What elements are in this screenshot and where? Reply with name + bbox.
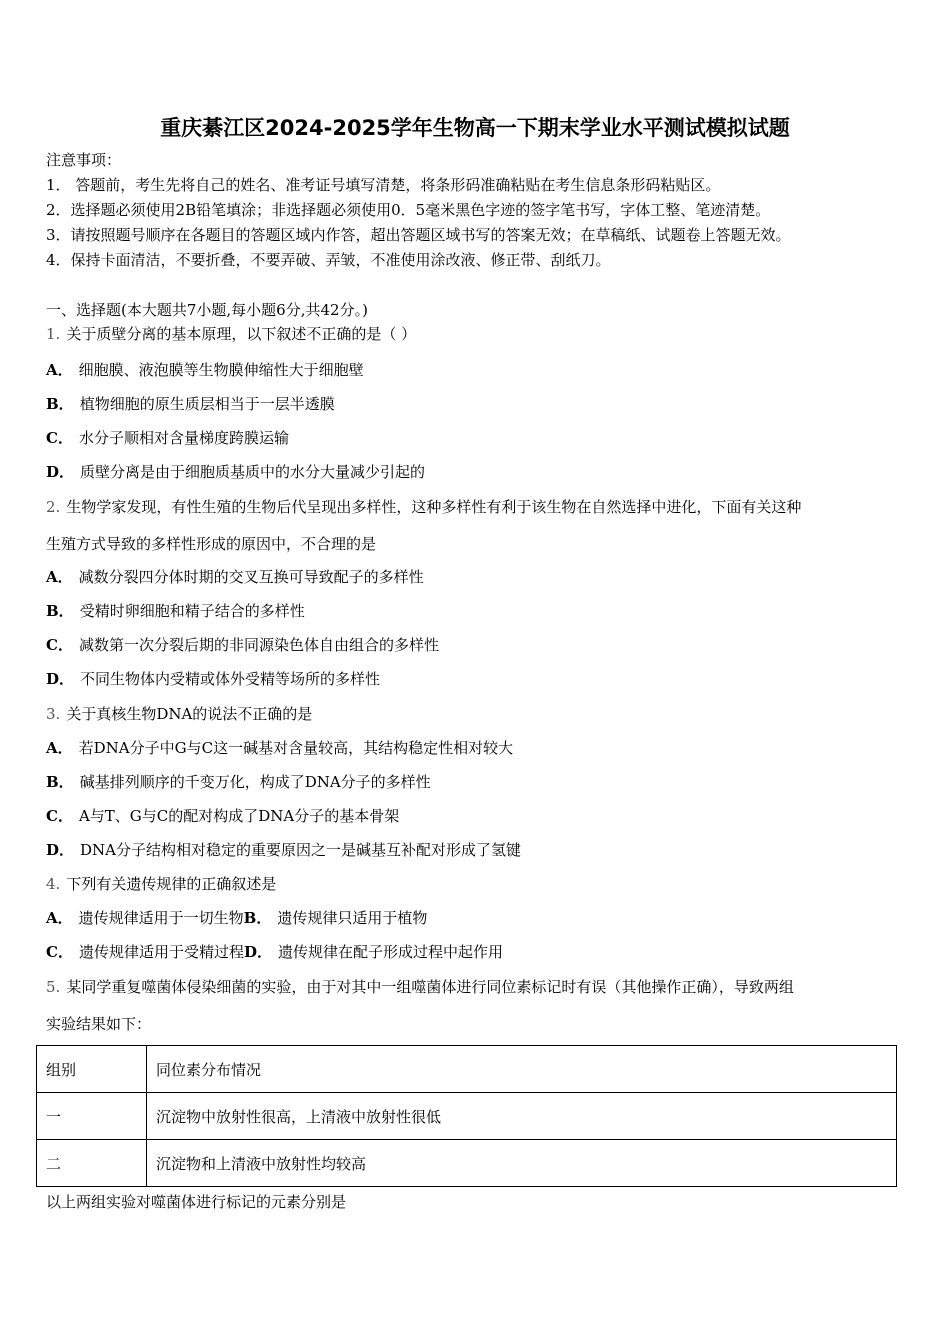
option-text: DNA分子结构相对稳定的重要原因之一是碱基互补配对形成了氢键 [80, 841, 522, 859]
option-text: 细胞膜、液泡膜等生物膜伸缩性大于细胞壁 [78, 361, 364, 379]
option-text: 遗传规律适用于受精过程 [78, 943, 244, 961]
notice-item: 1． 答题前，考生先将自己的姓名、准考证号填写清楚，将条形码准确粘贴在考生信息条形码粘贴区。 [46, 176, 721, 194]
question-text: 下列有关遗传规律的正确叙述是 [66, 875, 277, 893]
q2-option-a [46, 567, 424, 587]
table-cell: 沉淀物中放射性很高，上清液中放射性很低 [147, 1093, 897, 1140]
question-5-stem-cont: 实验结果如下： [46, 1015, 152, 1033]
q1-option-c [46, 428, 289, 448]
table-cell: 二 [37, 1140, 147, 1187]
option-label: B． [46, 602, 74, 620]
page-title: 重庆綦江区2024-2025学年生物高一下期末学业水平测试模拟试题 [160, 116, 790, 140]
option-text: 不同生物体内受精或体外受精等场所的多样性 [80, 670, 381, 688]
question-number: 1. [46, 325, 61, 343]
option-text: 减数第一次分裂后期的非同源染色体自由组合的多样性 [78, 636, 439, 654]
question-number: 5. [46, 978, 61, 996]
question-number: 2. [46, 498, 61, 516]
table-row [37, 1093, 897, 1140]
question-2-stem [46, 497, 801, 517]
option-label: B． [243, 909, 272, 927]
table-header-cell: 组别 [37, 1046, 147, 1093]
q3-option-d [46, 840, 521, 860]
q4-options-row-1 [46, 908, 427, 928]
option-label: C． [46, 636, 73, 654]
option-text: 若DNA分子中G与C这一碱基对含量较高，其结构稳定性相对较大 [78, 739, 514, 757]
question-number: 4. [46, 875, 61, 893]
section-heading: 一、选择题(本大题共7小题,每小题6分,共42分。) [46, 301, 368, 319]
q1-option-d [46, 462, 425, 482]
option-label: A． [46, 909, 73, 927]
q2-option-c [46, 635, 439, 655]
q4-options-row-2 [46, 942, 503, 962]
q1-option-a [46, 360, 364, 380]
option-text: 质壁分离是由于细胞质基质中的水分大量减少引起的 [80, 463, 426, 481]
question-4-stem [46, 874, 276, 894]
option-label: C． [46, 943, 73, 961]
option-label: A． [46, 739, 73, 757]
option-label: D． [46, 670, 75, 688]
q3-option-b [46, 772, 431, 792]
q2-option-d [46, 669, 380, 689]
option-text: 受精时卵细胞和精子结合的多样性 [79, 602, 305, 620]
option-label: C． [46, 429, 73, 447]
option-text: 遗传规律适用于一切生物 [78, 909, 244, 927]
q1-option-b [46, 394, 335, 414]
option-text: 遗传规律只适用于植物 [277, 909, 428, 927]
option-label: D． [243, 943, 272, 961]
question-text: 生物学家发现，有性生殖的生物后代呈现出多样性，这种多样性有利于该生物在自然选择中进化，下面有关这种 [66, 498, 802, 516]
q3-option-a [46, 738, 513, 758]
option-text: 减数分裂四分体时期的交叉互换可导致配子的多样性 [78, 568, 424, 586]
table-row [37, 1140, 897, 1187]
question-5-stem [46, 977, 794, 997]
question-1-stem [46, 324, 416, 344]
q2-option-b [46, 601, 305, 621]
option-label: A． [46, 361, 73, 379]
option-label: D． [46, 463, 75, 481]
option-text: 水分子顺相对含量梯度跨膜运输 [78, 429, 289, 447]
table-cell: 一 [37, 1093, 147, 1140]
notice-heading: 注意事项： [46, 151, 122, 169]
option-text: 植物细胞的原生质层相当于一层半透膜 [79, 395, 335, 413]
question-2-stem-cont: 生殖方式导致的多样性形成的原因中，不合理的是 [46, 535, 377, 553]
notice-item: 4．保持卡面清洁，不要折叠，不要弄破、弄皱，不准使用涂改液、修正带、刮纸刀。 [46, 251, 611, 269]
option-label: A． [46, 568, 73, 586]
results-table [36, 1045, 897, 1187]
option-label: B． [46, 395, 74, 413]
option-label: C． [46, 807, 73, 825]
question-number: 3. [46, 705, 61, 723]
question-text: 关于质壁分离的基本原理，以下叙述不正确的是（ ） [66, 325, 417, 343]
option-text: 碱基排列顺序的千变万化，构成了DNA分子的多样性 [79, 773, 431, 791]
table-header-cell: 同位素分布情况 [147, 1046, 897, 1093]
q3-option-c [46, 806, 399, 826]
notice-item: 3．请按照题号顺序在各题目的答题区域内作答，超出答题区域书写的答案无效；在草稿纸、试题卷上答题无效。 [46, 226, 791, 244]
option-label: B． [46, 773, 74, 791]
question-3-stem [46, 704, 312, 724]
table-cell: 沉淀物和上清液中放射性均较高 [147, 1140, 897, 1187]
notice-item: 2．选择题必须使用2B铅笔填涂；非选择题必须使用0．5毫米黑色字迹的签字笔书写，字体工整、笔迹清楚。 [46, 201, 771, 219]
question-5-followup: 以上两组实验对噬菌体进行标记的元素分别是 [46, 1193, 347, 1211]
table-header-row [37, 1046, 897, 1093]
question-text: 关于真核生物DNA的说法不正确的是 [66, 705, 313, 723]
option-text: 遗传规律在配子形成过程中起作用 [277, 943, 503, 961]
option-text: A与T、G与C的配对构成了DNA分子的基本骨架 [78, 807, 400, 825]
option-label: D． [46, 841, 75, 859]
question-text: 某同学重复噬菌体侵染细菌的实验，由于对其中一组噬菌体进行同位素标记时有误（其他操作正确），导致两组 [66, 978, 794, 996]
